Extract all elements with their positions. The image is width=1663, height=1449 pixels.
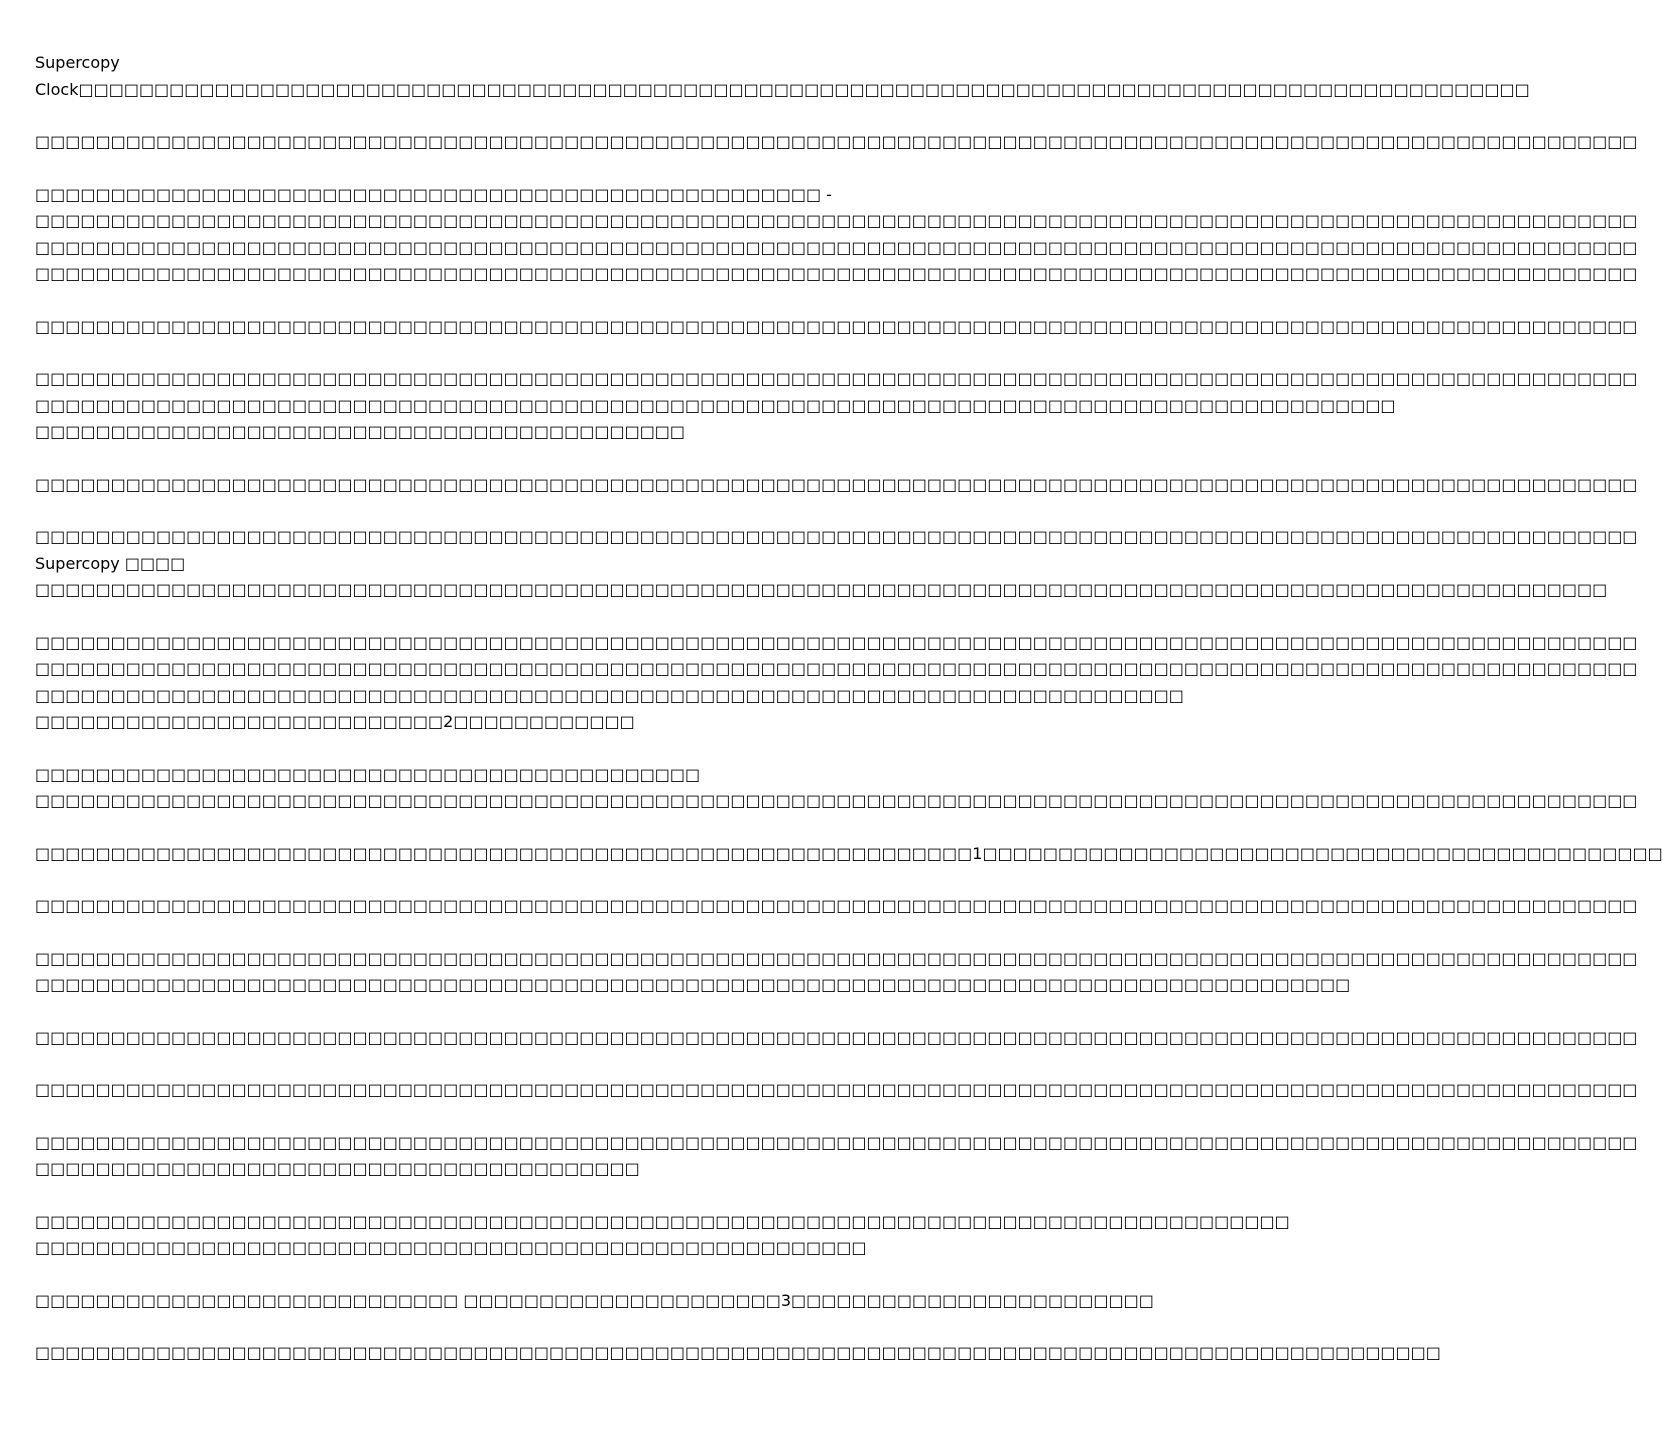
paragraph xyxy=(35,893,1638,920)
paragraph xyxy=(35,1025,1638,1052)
text-line: □□□□□□□□□□□□□□□□□□□□□□□□□□□□□□□□□□□□□□□□□□□□□□□□□□□□□□□□□□□□□□□□□□□□□□□□□□□□□□□□□□□□□□□□□□□□□□□□□□□□□□□□□□ xyxy=(35,264,1638,283)
text-line: □□□□□□□□□□□□□□□□□□□□□□□□□□□□□□□□□□□□□□□□□□□□□□□□□□□□□□□□□□□□□□□□□□□□□□□□□□□□□□□□□□□□□□□□□□□□□□□□□□□□□□□□□□ xyxy=(35,1080,1638,1099)
text-line: □□□□□□□□□□□□□□□□□□□□□□□□□□□□□□□□□□□□□□□□□□□□ xyxy=(35,764,701,784)
paragraph xyxy=(35,1340,1441,1367)
text-line: □□□□□□□□□□□□□□□□□□□□□□□□□□□□□□□□□□□□□□□□□□□□□□□□□□□□ - xyxy=(35,184,832,204)
text-line: □□□□□□□□□□□□□□□□□□□□□□□□□□□2□□□□□□□□□□□□ xyxy=(35,712,635,731)
paragraph xyxy=(35,841,1663,868)
text-line: □□□□□□□□□□□□□□□□□□□□□□□□□□□□□□□□□□□□□□□□□□□□□□□□□□□□□□□□□□□□□□□□□□□□□□□□□□□□□□□□□□□□□□□□□□□□□□□□□□□□□□□□□□ xyxy=(35,1027,1638,1047)
paragraph xyxy=(35,946,1638,999)
text-line: □□□□□□□□□□□□□□□□□□□□□□□□□□□□□□□□□□□□□□□□□□□□□□□□□□□□□□□□□□□□□□□□□□□□□□□□□□□□□□□□□□□□□□□□□□□□□□□□□□□□□□□□□□ xyxy=(35,132,1638,151)
paragraph xyxy=(35,50,1530,103)
text-line: □□□□□□□□□□□□□□□□□□□□□□□□□□□□□□□□□□□□□□□□□□□□□□□□□□□□□□□□□□□□□□□□□□□□□□□□□□□□□□□□□□□□□□□□□□□□□□□□□□□□□□□□□□ xyxy=(35,791,1638,810)
text-line: Supercopy xyxy=(35,53,120,72)
text-line: □□□□□□□□□□□□□□□□□□□□□□□□□□□□□□□□□□□□□□□□□□□□□□□□□□□□□□□□□□□□□□□□□□□□□□□□□□□□□□□□□□□□□□□□□□□□□□□□□□□□□□□□□□ xyxy=(35,237,1638,257)
text-line: □□□□□□□□□□□□□□□□□□□□□□□□□□□□□□□□□□□□□□□□□□□□□□□□□□□□□□□□□□□□□□□□□□□□□□□□□□□□□□□□□□□□□□□□□□□□□□□□□□□□□□□□□□ xyxy=(35,632,1638,652)
text-line: □□□□□□□□□□□□□□□□□□□□□□□□□□□□□□□□□□□□□□□□□□□□□□□□□□□□□□□□□□□□□□□□□□□□□□□□□□□□□□□□□□□□□□□□□□□□□□□□□□□□□□□□□□ xyxy=(35,369,1638,388)
text-line: □□□□□□□□□□□□□□□□□□□□□□□□□□□□□□□□□□□□□□□□□□□□□□□□□□□□□□□ xyxy=(35,1238,867,1257)
text-line: □□□□□□□□□□□□□□□□□□□□□□□□□□□□□□□□□□□□□□□□□□□□□□□□□□□□□□□□□□□□□□□□□□□□□□□□□□□□□□□□□□□□□□□□□□ xyxy=(35,395,1396,415)
text-line: □□□□□□□□□□□□□□□□□□□□□□□□□□□□□□□□□□□□□□□□□□□□□□□□□□□□□□□□□□□□□□□□□□□□□□□□□□□□□□□□□□□□□□□□□□□□□□□□□□□□□□□□□□ xyxy=(35,527,1638,546)
text-line: □□□□□□□□□□□□□□□□□□□□□□□□□□□□ □□□□□□□□□□□□□□□□□□□□□3□□□□□□□□□□□□□□□□□□□□□□□□ xyxy=(35,1290,1154,1310)
text-line: □□□□□□□□□□□□□□□□□□□□□□□□□□□□□□□□□□□□□□□□□□□□□□□□□□□□□□□□□□□□□□□□□□□□□□□□□□□□□□□□□□□ xyxy=(35,1211,1290,1231)
text-line: □□□□□□□□□□□□□□□□□□□□□□□□□□□□□□□□□□□□□□□□□□□□□□□□□□□□□□□□□□□□□□□□□□□□□□□□□□□□□□□□□□□□□□□□□□□□□□□□□□□□□□□□□□ xyxy=(35,948,1638,968)
text-line: □□□□□□□□□□□□□□□□□□□□□□□□□□□□□□□□□□□□□□□□□□□□□□□□□□□□□□□□□□□□□□□□□□□□□□□□□□□□□□□□□□□□□□□□□□□□□ xyxy=(35,1343,1441,1362)
text-line: □□□□□□□□□□□□□□□□□□□□□□□□□□□□□□□□□□□□□□□□□□□□□□□□□□□□□□□□□□□□□□□□□□□□□□□□□□□□□□□□□□□□□□□□□□□□□□□□□□□□□□□□ xyxy=(35,580,1608,599)
text-line: □□□□□□□□□□□□□□□□□□□□□□□□□□□□□□□□□□□□□□□□□□□□□□□□□□□□□□□□□□□□□□1□□□□□□□□□□□□□□□□□□□□□□□□□□□□□□□□□□□□□□□□□□□□□ xyxy=(35,843,1663,863)
text-line: □□□□□□□□□□□□□□□□□□□□□□□□□□□□□□□□□□□□□□□□□□□□□□□□□□□□□□□□□□□□□□□□□□□□□□□□□□□□□□□□□□□□□□□□□□□□□□□□□□□□□□□□□□ xyxy=(35,659,1638,678)
paragraph xyxy=(35,630,1638,736)
text-line: □□□□□□□□□□□□□□□□□□□□□□□□□□□□□□□□□□□□□□□□□□□□□□□□□□□□□□□□□□□□□□□□□□□□□□□□□□□□□□□□□□□□□□□ xyxy=(35,975,1351,994)
text-line: □□□□□□□□□□□□□□□□□□□□□□□□□□□□□□□□□□□□□□□□□□□□□□□□□□□□□□□□□□□□□□□□□□□□□□□□□□□□□□□□□□□□□□□□□□□□□□□□□□□□□□□□□□ xyxy=(35,474,1638,494)
paragraph xyxy=(35,524,1638,604)
text-line: □□□□□□□□□□□□□□□□□□□□□□□□□□□□□□□□□□□□□□□□□□□□□□□□□□□□□□□□□□□□□□□□□□□□□□□□□□□□□□□□□□□□□□□□□□□□□□□□□□□□□□□□□□ xyxy=(35,1132,1638,1152)
text-line: Clock□□□□□□□□□□□□□□□□□□□□□□□□□□□□□□□□□□□□□□□□□□□□□□□□□□□□□□□□□□□□□□□□□□□□□□□□□□□□□□□□□□□□□□□□□□□□□□□□ xyxy=(35,79,1530,99)
paragraph xyxy=(35,472,1638,499)
text-line: □□□□□□□□□□□□□□□□□□□□□□□□□□□□□□□□□□□□□□□□ xyxy=(35,1159,640,1178)
document-content xyxy=(35,50,1663,1393)
text-line: □□□□□□□□□□□□□□□□□□□□□□□□□□□□□□□□□□□□□□□□□□□□□□□□□□□□□□□□□□□□□□□□□□□□□□□□□□□□□□□□□□□□□□□□□□□□□□□□□□□□□□□□□□ xyxy=(35,316,1638,336)
paragraph xyxy=(35,314,1638,341)
paragraph xyxy=(35,129,1638,156)
paragraph xyxy=(35,366,1638,446)
paragraph xyxy=(35,1077,1638,1104)
text-line: □□□□□□□□□□□□□□□□□□□□□□□□□□□□□□□□□□□□□□□□□□□□□□□□□□□□□□□□□□□□□□□□□□□□□□□□□□□□□□□□□□□□□□□□□□□□□□□□□□□□□□□□□□ xyxy=(35,896,1638,915)
text-line: □□□□□□□□□□□□□□□□□□□□□□□□□□□□□□□□□□□□□□□□□□□ xyxy=(35,422,686,441)
paragraph xyxy=(35,1209,1290,1262)
paragraph xyxy=(35,762,1638,815)
text-line: □□□□□□□□□□□□□□□□□□□□□□□□□□□□□□□□□□□□□□□□□□□□□□□□□□□□□□□□□□□□□□□□□□□□□□□□□□□□□□□□□□□□□□□□□□□□□□□□□□□□□□□□□□ xyxy=(35,211,1638,230)
paragraph xyxy=(35,182,1638,288)
paragraph xyxy=(35,1288,1154,1315)
text-line: Supercopy □□□□ xyxy=(35,553,186,573)
text-line: □□□□□□□□□□□□□□□□□□□□□□□□□□□□□□□□□□□□□□□□□□□□□□□□□□□□□□□□□□□□□□□□□□□□□□□□□□□□ xyxy=(35,685,1184,705)
paragraph xyxy=(35,1130,1638,1183)
